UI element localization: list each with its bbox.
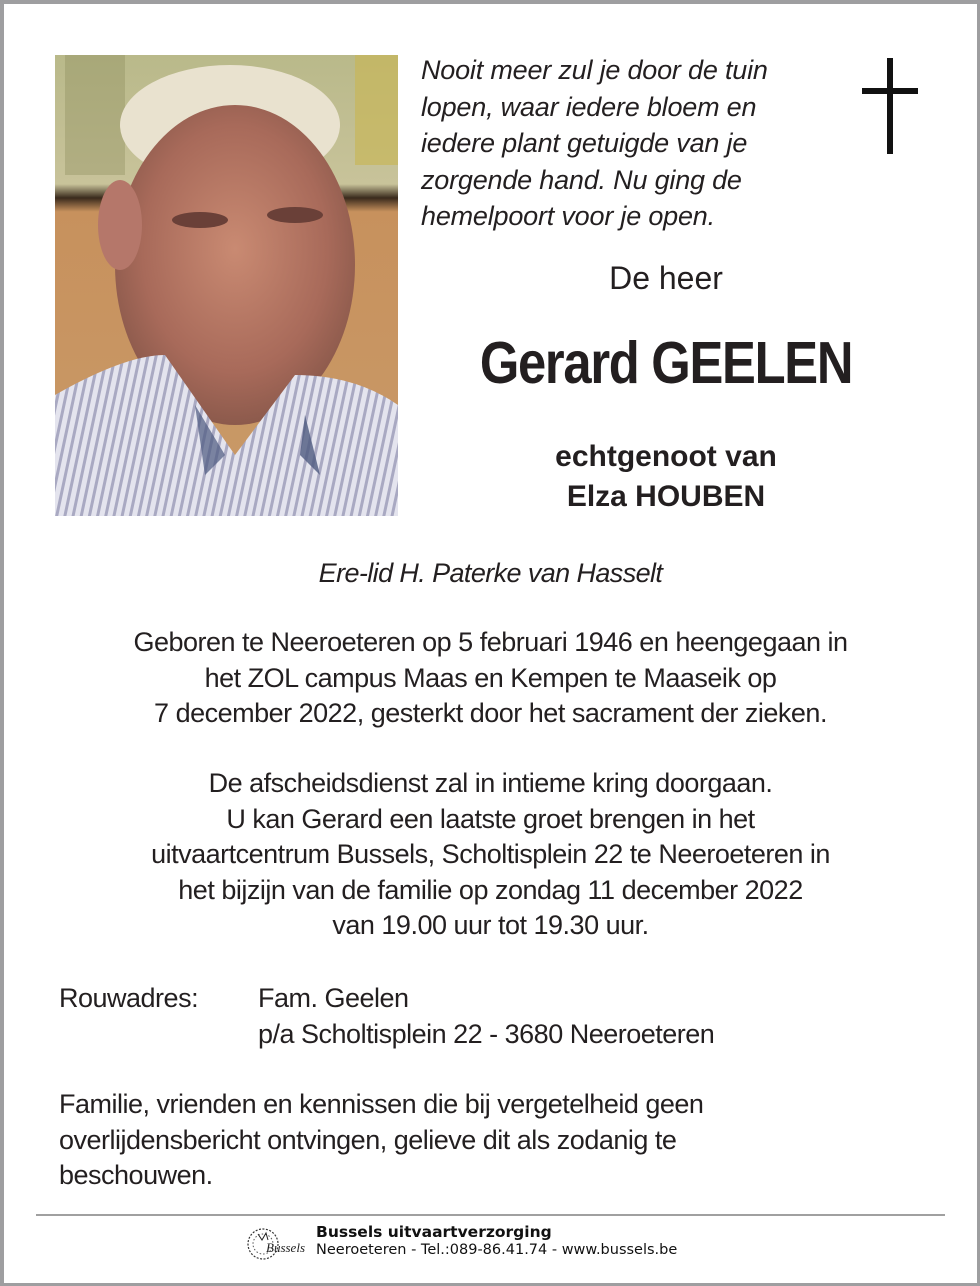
address-label: Rouwadres: xyxy=(59,983,199,1013)
paragraph-line: het ZOL campus Maas en Kempen te Maaseik op xyxy=(204,662,777,693)
spouse-block xyxy=(420,437,912,517)
paragraph-line: U kan Gerard een laatste groet brengen in het xyxy=(226,803,755,834)
deceased-name: Gerard GEELEN xyxy=(479,330,853,396)
cross-icon xyxy=(862,58,918,154)
service-paragraph xyxy=(4,766,977,944)
poem-line: zorgende hand. Nu ging de xyxy=(421,164,742,195)
paragraph-line: De afscheidsdienst zal in intieme kring doorgaan. xyxy=(208,768,773,798)
poem-line: lopen, waar iedere bloem en xyxy=(421,91,757,122)
address-lines xyxy=(258,981,714,1052)
company-name: Bussels uitvaartverzorging xyxy=(316,1223,552,1241)
bussels-logo-icon xyxy=(246,1224,312,1264)
poem-line: Nooit meer zul je door de tuin xyxy=(421,55,768,85)
company-contact: Neeroeteren - Tel.:089-86.41.74 - www.bussels.be xyxy=(316,1242,678,1258)
paragraph-line: het bijzijn van de familie op zondag 11 december 2022 xyxy=(178,874,803,905)
footer-text xyxy=(316,1223,677,1259)
birth-death-paragraph xyxy=(4,625,977,732)
paragraph-line: Geboren te Neeroeteren op 5 februari 1946 en heengegaan in xyxy=(133,627,848,657)
paragraph-line: Familie, vrienden en kennissen die bij vergetelheid geen xyxy=(59,1089,704,1119)
svg-text:Bussels: Bussels xyxy=(266,1240,305,1255)
footer-divider xyxy=(36,1214,945,1216)
poem-line: iedere plant getuigde van je xyxy=(421,128,748,158)
portrait-photo xyxy=(55,55,398,516)
paragraph-line: uitvaartcentrum Bussels, Scholtisplein 22 te Neeroeteren in xyxy=(151,839,830,869)
poem-line: hemelpoort voor je open. xyxy=(421,201,715,231)
address-line: p/a Scholtisplein 22 - 3680 Neeroeteren xyxy=(258,1018,715,1049)
salutation: De heer xyxy=(609,260,723,296)
honorary-title: Ere-lid H. Paterke van Hasselt xyxy=(318,558,663,588)
spouse-intro: echtgenoot van xyxy=(555,440,777,473)
paragraph-line: beschouwen. xyxy=(59,1160,213,1190)
address-line: Fam. Geelen xyxy=(258,983,409,1013)
closing-paragraph xyxy=(59,1087,703,1194)
paragraph-line: overlijdensbericht ontvingen, gelieve dit als zodanig te xyxy=(59,1124,677,1155)
paragraph-line: van 19.00 uur tot 19.30 uur. xyxy=(332,910,649,940)
spouse-name: Elza HOUBEN xyxy=(566,480,766,513)
portrait-image xyxy=(55,55,398,516)
memorial-poem xyxy=(421,52,851,235)
paragraph-line: 7 december 2022, gesterkt door het sacrament der zieken. xyxy=(154,698,827,728)
